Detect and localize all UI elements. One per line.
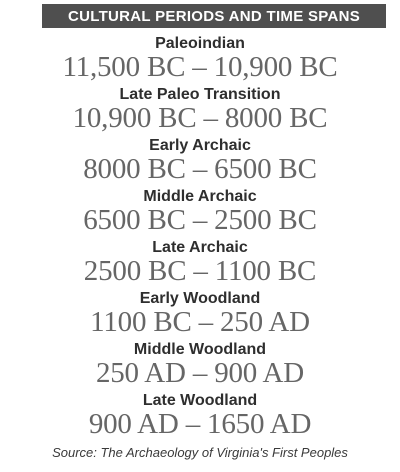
header-title: CULTURAL PERIODS AND TIME SPANS <box>67 7 361 25</box>
period-time-span: 900 AD – 1650 AD <box>88 408 312 440</box>
period-late-woodland <box>0 389 400 440</box>
period-name: Early Woodland <box>139 290 261 307</box>
period-time-span: 10,900 BC – 8000 BC <box>72 102 328 134</box>
period-time-span: 11,500 BC – 10,900 BC <box>62 51 338 83</box>
period-time-span: 6500 BC – 2500 BC <box>83 204 317 236</box>
period-name: Early Archaic <box>149 137 251 154</box>
period-name: Late Woodland <box>142 392 258 409</box>
period-early-archaic <box>0 134 400 185</box>
period-list <box>0 32 400 440</box>
period-name: Middle Archaic <box>143 188 257 205</box>
period-name: Middle Woodland <box>133 341 267 358</box>
period-time-span: 1100 BC – 250 AD <box>90 306 310 338</box>
source-citation: Source: The Archaeology of Virginia's First Peoples <box>52 445 348 460</box>
period-middle-woodland <box>0 338 400 389</box>
period-paleoindian <box>0 32 400 83</box>
header-bar <box>42 4 386 28</box>
period-name: Paleoindian <box>155 35 245 52</box>
period-middle-archaic <box>0 185 400 236</box>
period-name: Late Archaic <box>152 239 248 256</box>
period-time-span: 250 AD – 900 AD <box>95 357 305 389</box>
period-time-span: 8000 BC – 6500 BC <box>83 153 317 185</box>
period-time-span: 2500 BC – 1100 BC <box>83 255 317 287</box>
period-early-woodland <box>0 287 400 338</box>
period-late-paleo-transition <box>0 83 400 134</box>
period-name: Late Paleo Transition <box>119 86 281 103</box>
period-late-archaic <box>0 236 400 287</box>
